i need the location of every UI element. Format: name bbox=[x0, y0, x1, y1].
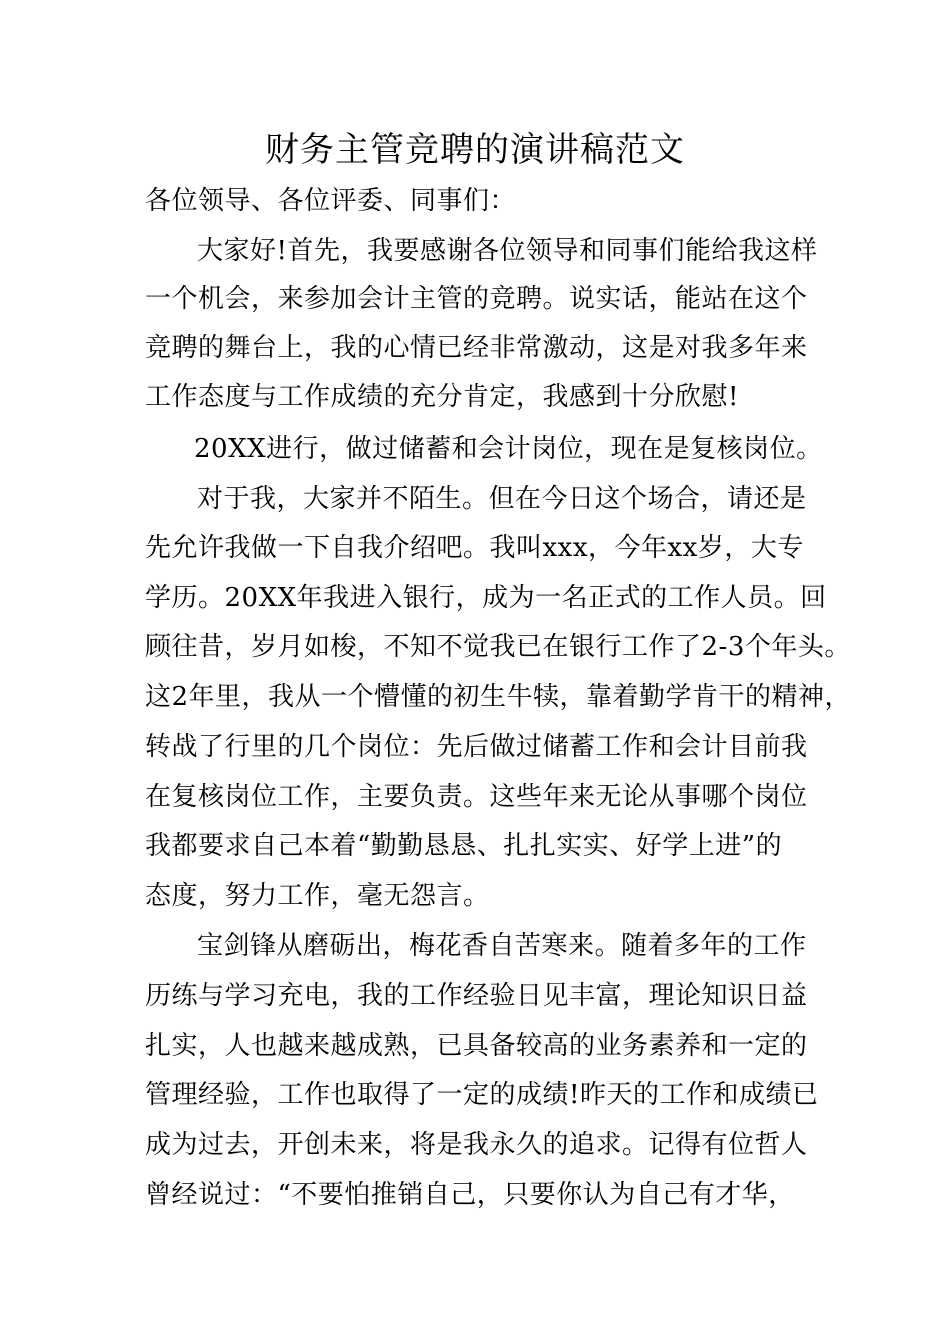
paragraph-line: 一个机会，来参加会计主管的竞聘。说实话，能站在这个 bbox=[145, 284, 808, 314]
paragraph-line: 对于我，大家并不陌生。但在今日这个场合，请还是 bbox=[197, 484, 807, 514]
paragraph-line: 我都要求自己本着“勤勤恳恳、扎扎实实、好学上进”的 bbox=[145, 831, 783, 861]
paragraph-line: 成为过去，开创未来，将是我永久的追求。记得有位哲人 bbox=[145, 1130, 808, 1160]
paragraph-line: 态度，努力工作，毫无怨言。 bbox=[145, 881, 490, 911]
paragraph-line: 在复核岗位工作，主要负责。这些年来无论从事哪个岗位 bbox=[145, 782, 808, 812]
salutation-line: 各位领导、各位评委、同事们： bbox=[145, 186, 517, 216]
paragraph-line: 工作态度与工作成绩的充分肯定，我感到十分欣慰! bbox=[145, 382, 739, 412]
paragraph-line: 学历。20XX年我进入银行，成为一名正式的工作人员。回 bbox=[145, 583, 827, 613]
paragraph-line: 宝剑锋从磨砺出，梅花香自苦寒来。随着多年的工作 bbox=[197, 931, 807, 961]
paragraph-line: 扎实，人也越来越成熟，已具备较高的业务素养和一定的 bbox=[145, 1031, 808, 1061]
paragraph-line: 转战了行里的几个岗位：先后做过储蓄工作和会计目前我 bbox=[145, 732, 808, 762]
paragraph-line: 顾往昔，岁月如梭，不知不觉我已在银行工作了2-3个年头。 bbox=[145, 632, 851, 662]
paragraph-line: 先允许我做一下自我介绍吧。我叫xxx，今年xx岁，大专 bbox=[145, 533, 804, 563]
paragraph-line: 20XX进行，做过储蓄和会计岗位，现在是复核岗位。 bbox=[194, 434, 823, 464]
document-title: 财务主管竞聘的演讲稿范文 bbox=[265, 130, 685, 170]
paragraph-line: 管理经验，工作也取得了一定的成绩!昨天的工作和成绩已 bbox=[145, 1080, 819, 1110]
paragraph-line: 历练与学习充电，我的工作经验日见丰富，理论知识日益 bbox=[145, 981, 808, 1011]
paragraph-line: 竞聘的舞台上，我的心情已经非常激动，这是对我多年来 bbox=[145, 333, 808, 363]
paragraph-line: 曾经说过：“不要怕推销自己，只要你认为自己有才华， bbox=[145, 1180, 795, 1210]
paragraph-line: 大家好!首先，我要感谢各位领导和同事们能给我这样 bbox=[197, 236, 818, 266]
paragraph-line: 这2年里，我从一个懵懂的初生牛犊，靠着勤学肯干的精神， bbox=[145, 682, 852, 712]
